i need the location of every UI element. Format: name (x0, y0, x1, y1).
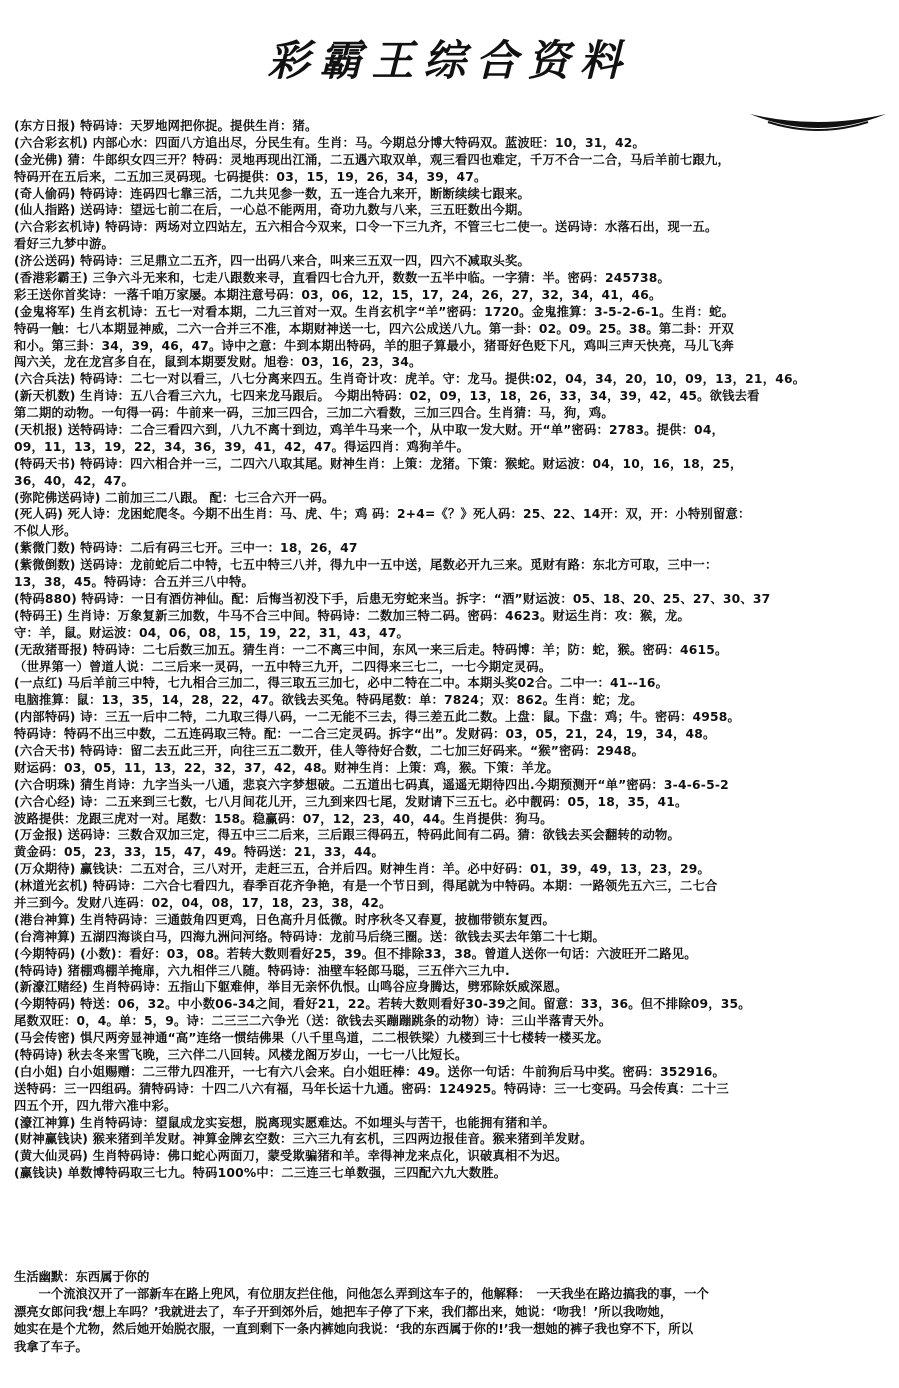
tip-line: 36，40，42，47。 (14, 473, 135, 488)
tip-line: (特码诗) 猪棚鸡棚羊掩扉，六九相伴三八随。特码诗：油壁车轻郎马聪，三五伴六三九中. (14, 963, 510, 978)
tip-line: (无敌猪哥报) 特码诗：二七后数三加五。猜生肖：一二不离三中间，东风一来三后走。特码博：羊；防：蛇，猴。密码：4615。 (14, 642, 728, 657)
tip-line: (内部特码) 诗：三五一后中二特，二九取三得八码，一二无能不三去，得三差五此二数。上盘：鼠。下盘：鸡；牛。密码：4958。 (14, 710, 740, 725)
tip-line: 09，11，13，19，22，34，36，39，41，42，47。得运四肖：鸡狗羊牛。 (14, 439, 470, 454)
page-title: 彩霸王综合资料 (267, 36, 632, 85)
story-line: 我拿了车子。 (14, 1339, 88, 1354)
tip-line: (万众期待) 赢钱诀：二五对合，三八对开，走赶三五，合并后四。财神生肖：羊。必中好码：01，39，49，13，23，29。 (14, 862, 711, 877)
tips-list (14, 118, 886, 1182)
tip-line: 第二期的动物。一句得一码：牛前来一码，三加三四合，三加二六看数，三加三四合。生肖猜：马，狗，鸡。 (14, 406, 614, 421)
tip-line: (一点红) 马后羊前三中特，七九相合三加二，得三取五三加七，必中二特在二中。本期头奖02合。二中一：41--16。 (14, 676, 669, 691)
tip-line: (六合兵法) 特码诗：二七一对以看三，八七分离来四五。生肖奇计攻：虎羊。守：龙马。提供:02，04，34，20，10，09，13，21，46。 (14, 372, 806, 387)
tip-line: (东方日报) 特码诗：天罗地网把你捉。提供生肖：猪。 (14, 119, 318, 133)
story-heading: 生活幽默：东西属于你的 (14, 1270, 150, 1284)
tip-line: (特码天书) 特码诗：四六相合并一三，二四六八取其尾。财神生肖：上策：龙猪。下策：猴蛇。财运波：04，10，16，18，25， (14, 456, 743, 471)
tip-line: 送特码：三一四组码。猜特码诗：十四二八六有福，马年长运十九通。密码：124925。特码诗：三一七变码。马会传真：二十三 (14, 1081, 729, 1096)
tip-line: (赢钱诀) 单数博特码取三七九。特码100%中：二三连三七单数强，三四配六九大数胜。 (14, 1166, 507, 1181)
tip-line: (特码880) 特码诗：一日有酒仿神仙。配：后悔当初没下手，后患无穷蛇来当。拆字：“酒”财运波：05、18、20、25、27、30、37 (14, 591, 771, 606)
tip-line: (奇人偷码) 特码诗：连码四七靠三活，二九共见参一数，五一连合九来开，断断续续七跟来。 (14, 186, 530, 201)
tip-line: (六合彩玄机) 内部心水：四面八方追出尽，分民生有。生肖：马。今期总分博大特码双。蓝波旺：10，31，42。 (14, 135, 646, 150)
tip-line: 四五个开，四九带六准中彩。 (14, 1098, 177, 1113)
tip-line: 看好三九梦中游。 (14, 237, 114, 252)
tip-line: (死人码) 死人诗：龙困蛇爬冬。今期不出生肖：马、虎、牛；鸡 码：2+4=《？》死人码：25、22、14开：双，开：小特别留意： (14, 507, 751, 522)
tip-line: 13，38，45。特码诗：合五并三八中特。 (14, 575, 254, 590)
story-line: 漂亮女郎问我‘想上车吗？’我就进去了，车子开到郊外后，她把车子停了下来，我们都出来，她说：‘吻我！’所以我吻她， (14, 1304, 673, 1319)
tip-line: 彩王送你首奖诗：一落千咱万家屡。本期注意号码：03，06，12，15，17，24，26，27，32，34，41，46。 (14, 287, 662, 302)
tip-line: (六合心经) 诗：二五来到三七数，七八月间花儿开，三九到来四七尾，发财请下三五七。必中靓码：05，18，35，41。 (14, 794, 688, 809)
tip-line: (马会传密) 惧尺两旁显神通“高”连络一惯结佛果（八千里鸟道，二二根铁梁）九楼到三十七楼转一楼买龙。 (14, 1031, 610, 1046)
story-line: 她实在是个尤物，然后她开始脱衣服，一直到剩下一条内裤她向我说：‘我的东西属于你的!’我一想她的裤子我也穿不下，所以 (14, 1322, 693, 1337)
tip-line: (六合彩玄机诗) 特码诗：两场对立四站左，五六相合今双来，口令一下三九齐，不管三七二使一。送码诗：水落石出，现一五。 (14, 220, 718, 235)
tip-line: (今期特码) (小数)：看好：03，08。若转大数则看好25，39。但不排除33，38。曾道人送你一句话：六波旺开二路见。 (14, 946, 697, 961)
tip-line: (港台神算) 生肖特码诗：三通鼓角四更鸡，日色高升月低微。时序秋冬又春夏，披枷带锁东复西。 (14, 912, 555, 927)
tip-line: (特码诗) 秋去冬来雪飞晚，三六伴二八回转。风楼龙阁万岁山，一七一八比短长。 (14, 1047, 468, 1062)
tip-line: (弥陀佛送码诗) 二前加三二八跟。 配：七三合六开一码。 (14, 490, 335, 505)
story-line: 一个流浪汉开了一部新车在路上兜风，有位朋友拦住他，问他怎么弄到这车子的，他解释： 一天我坐在路边搞我的事，一个 (14, 1287, 709, 1301)
tip-line: 特码一触：七八本期显神威，二六一合并三不准，本期财神送一七，四六公成送八九。第一卦：02。09。25。38。第二卦：开双 (14, 321, 734, 336)
tip-line: 守：羊，鼠。财运波：04，06，08，15，19，22，31，43，47。 (14, 625, 410, 640)
tip-line: (天机报) 送特码诗：二合三看四六到，八九不离十到边，鸡羊牛马来一个，从中取一发大财。开“单”密码：2783。提供：04， (14, 423, 725, 438)
tip-line: (济公送码) 特码诗：三足鼎立二五齐，四一出码八来合，叫来三五双一四，四六不减取头奖。 (14, 254, 530, 269)
tip-line: 特码开在五后来，二五加三灵码现。七码提供：03，15，19，26，34，39，47。 (14, 169, 487, 184)
tip-line: (金鬼将军) 生肖玄机诗：五七一对看本期，二九三首对一双。生肖玄机字“羊”密码：1720。金鬼推算：3-5-2-6-1。生肖：蛇。 (14, 304, 735, 319)
tip-line: （世界第一）曾道人说：二三后来一灵码，一五中特三九开，二四得来三七二，一七今期定灵码。 (14, 659, 552, 674)
tip-line: 闯六关，龙在龙宫多自在，鼠到本期要发财。旭卷：03，16，23，34。 (14, 355, 422, 370)
tip-line: (仙人指路) 送码诗：望远七前二在后，一心总不能两用，奇功九数与八来，三五旺数出今期。 (14, 203, 530, 218)
tip-line: (金光佛) 猜：牛郎织女四三开？特码：灵地再现出江涌，二五遇六取双单，观三看四也难定，千万不合一二合，马后羊前七跟九， (14, 152, 730, 167)
tip-line: 和小。第三卦：34，39，46，47。诗中之意：牛到本期出特码，羊的胆子算最小，猪哥好色贬下凡，鸡叫三声天快亮，马儿飞奔 (14, 338, 734, 353)
tip-line: (紫微门数) 特码诗：二后有码三七开。三中一：18，26，47 (14, 541, 358, 556)
tip-line: (新濠江赌经) 生肖特码诗：五指山下躯难伸，举目无亲怀仇恨。山鸣谷应身腾达，劈邪除妖威深恩。 (14, 980, 568, 995)
humor-story (14, 1268, 886, 1356)
tip-line: 波路提供：龙跟三虎对一对。尾数：158。稳赢码：07，12，23，40，44。生肖提供：狗马。 (14, 811, 553, 826)
tip-line: (黄大仙灵码) 生肖特码诗：佛口蛇心两面刀，蒙受欺骗猪和羊。幸得神龙来点化，识破真相不为迟。 (14, 1149, 568, 1164)
tip-line: 尾数双旺：0，4。单：5，9。诗：二三三二六争光（送：欲钱去买蹦蹦跳条的动物）诗：三山半落青天外。 (14, 1014, 612, 1029)
tip-line: (紫微倒数) 送码诗：龙前蛇后二中特，七五中特三八并，得九中一五中送，尾数必开九三来。觅财有路：东北方可取，三中一： (14, 558, 718, 573)
tip-line: (新天机数) 生肖诗：五八合看三六九，七四来龙马跟后。 今期出特码：02，09，13，18，26，33，34，39，42，45。欲钱去看 (14, 389, 760, 404)
tip-line: 并三到今。发财八连码：02，04，08，17，18，23，38，42。 (14, 895, 392, 910)
tip-line: 特码诗：特码不出三中数，二五连码取三特。配：一二合三定灵码。拆字“出”。发财码：03，05，21，24，19，34，48。 (14, 727, 716, 742)
tip-line: (特码王) 生肖诗：万象复新三加数，牛马不合三中间。特码诗：二数加三特二码。密码：4623。财运生肖：攻：猴，龙。 (14, 608, 690, 623)
tip-line: 不似人形。 (14, 524, 77, 539)
tip-line: (万金报) 送码诗：三数合双加三定，得五中三二后来，三后跟三得码五，特码此间有二码。猜：欲钱去买会翻转的动物。 (14, 828, 680, 843)
tip-line: 电脑推算：鼠：13，35，14，28，22，47。欲钱去买兔。特码尾数：单：7824；双：862。生肖：蛇；龙。 (14, 693, 643, 708)
story-body (14, 1286, 886, 1356)
tip-line: 财运码：03，05，11，13，22，32，37，42，48。财神生肖：上策：鸡，猴。下策：羊龙。 (14, 760, 560, 775)
tip-line: (香港彩霸王) 三争六斗无来和，七走八跟数来寻，直看四七合九开，数数一五半中临。一字猜：半。密码：245738。 (14, 271, 671, 286)
tip-line: (台湾神算) 五湖四海谈白马，四海九洲问河络。特码诗：龙前马后绕三圈。送：欲钱去买去年第二十七期。 (14, 929, 605, 944)
tip-line: (六合明珠) 猜生肖诗：九字当头一八通，悲哀六字梦想破。二五道出七码真，遥遥无期待四出.今期预测开“单”密码：3-4-6-5-2 (14, 777, 729, 792)
tip-line: (今期特码) 特送：06，32。中小数06-34之间，看好21，22。若转大数则看好30-39之间。留意：33，36。但不排除09，35。 (14, 997, 751, 1012)
tip-line: (六合天书) 特码诗：留二去五此三开，向往三五二数开，佳人等待好合数，二七加三好码来。“猴”密码：2948。 (14, 743, 645, 758)
tip-line: (白小姐) 白小姐赐赠：二三带九四准开，一七有六八会来。白小姐旺棒：49。送你一句话：牛前狗后马中奖。密码：352916。 (14, 1064, 726, 1079)
tip-line: (濠江神算) 生肖特码诗：望鼠成龙实妄想，脱离现实愿难达。不如埋头与苦干，也能拥有猪和羊。 (14, 1115, 555, 1130)
tip-line: (林道光玄机) 特码诗：二六合七看四九，春季百花齐争艳，有是一个节日到，得尾就为中特码。本期：一路领先五六三，二七合 (14, 879, 718, 894)
tip-line: 黄金码：05，23，33，15，47，49。特码送：21，33，44。 (14, 845, 385, 860)
tip-line: (财神赢钱诀) 猴来猪到羊发财。神算金牌玄空数：三六三九有玄机，三四两边报佳音。猴来猪到羊发财。 (14, 1132, 593, 1147)
